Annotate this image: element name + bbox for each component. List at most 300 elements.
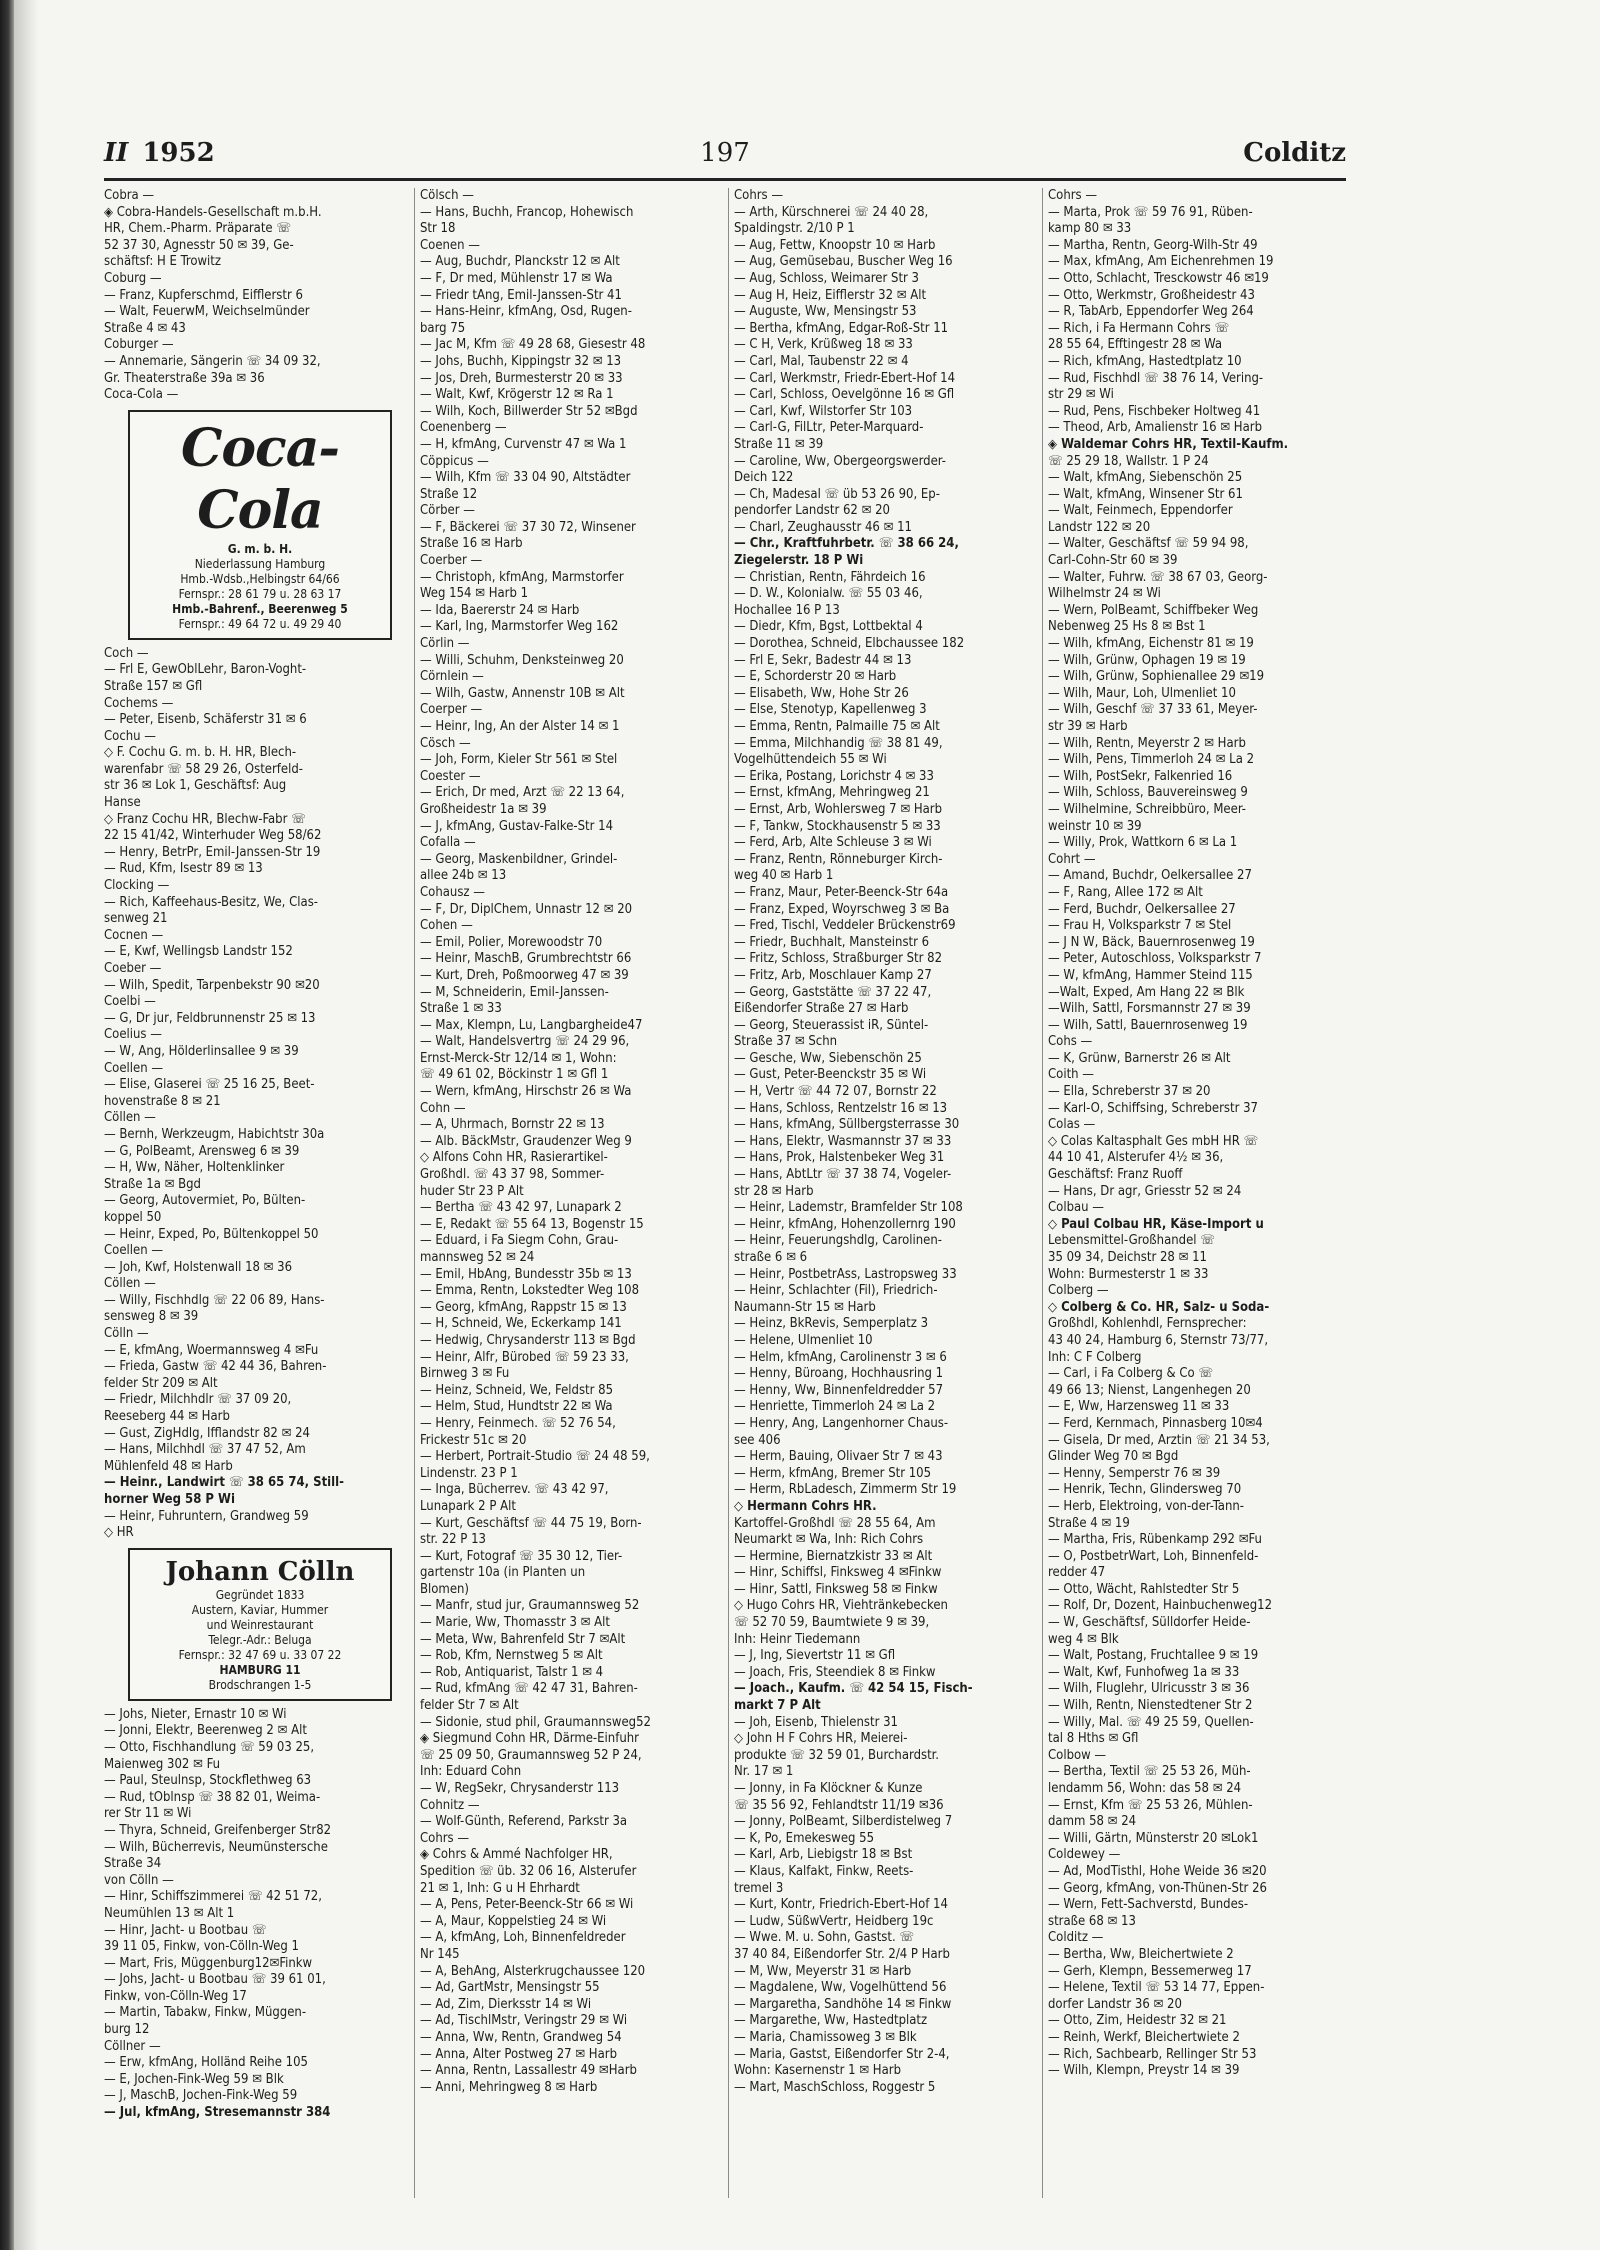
directory-entry: gartenstr 10a (in Planten un [420,1565,586,1581]
directory-entry: — Maria, Gastst, Eißendorfer Str 2-4, [734,2046,950,2062]
directory-entry: — Peter, Autoschloss, Volksparkstr 7 [1048,951,1262,967]
directory-entry: — Gesche, Ww, Siebenschön 25 [734,1050,922,1066]
surname-heading: Coerper — [420,702,483,718]
surname-heading: Cohrs — [734,188,784,203]
directory-entry: — Bernh, Werkzeugm, Habichtstr 30a [104,1126,325,1142]
directory-entry: — Georg, kfmAng, von-Thünen-Str 26 [1048,1880,1267,1896]
directory-entry: Straße 11 ✉ 39 [734,436,824,452]
directory-entry: — Joh, Eisenb, Thielenstr 31 [734,1714,898,1730]
directory-entry: — Annemarie, Sängerin ☏ 34 09 32, [104,353,321,369]
surname-heading: Coca-Cola — [104,387,179,403]
directory-entry: — Ernst, Kfm ☏ 25 53 26, Mühlen- [1048,1797,1253,1813]
ad-text-line: Telegr.-Adr.: Beluga [208,1632,312,1647]
directory-entry: — Wilh, Maur, Loh, Ulmenliet 10 [1048,685,1236,701]
surname-heading: Coellen — [104,1060,164,1076]
directory-entry: — Rob, Kfm, Nernstweg 5 ✉ Alt [420,1648,603,1664]
directory-entry: — Gisela, Dr med, Ärztin ☏ 21 34 53, [1048,1432,1270,1448]
surname-heading: Cösch — [420,735,471,751]
directory-entry: — A, Maur, Koppelstieg 24 ✉ Wi [420,1913,607,1929]
directory-entry: — Frl E, Sekr, Badestr 44 ✉ 13 [734,652,912,668]
directory-entry: Naumann-Str 15 ✉ Harb [734,1299,876,1315]
directory-entry: — Friedr, Milchhdlr ☏ 37 09 20, [104,1392,292,1408]
directory-entry: — Aug, Buchdr, Planckstr 12 ✉ Alt [420,254,620,270]
column-2 [420,188,722,2198]
directory-entry: — Chr., Kraftfuhrbetr. ☏ 38 66 24, [734,536,959,552]
directory-entry: — Heinr, PostbetrAss, Lastropsweg 33 [734,1266,957,1282]
surname-heading: Coerber — [420,553,483,569]
directory-entry: — Wilh, Grünw, Ophagen 19 ✉ 19 [1048,652,1246,668]
surname-heading: Coldewey — [1048,1847,1121,1863]
directory-entry: — Anni, Mehringweg 8 ✉ Harb [420,2079,598,2095]
directory-entry: — Frau H, Volksparkstr 7 ✉ Stel [1048,918,1232,934]
directory-entry: — Anna, Rentn, Lassallestr 49 ✉Harb [420,2063,637,2079]
directory-entry: — Wilh, Kfm ☏ 33 04 90, Altstädter [420,470,631,486]
directory-entry: — Georg, Autovermiet, Po, Bülten- [104,1193,306,1209]
directory-entry: hovenstraße 8 ✉ 21 [104,1093,221,1109]
directory-entry: — Inga, Bücherrev. ☏ 43 42 97, [420,1482,609,1498]
directory-entry: Hanse [104,795,141,811]
directory-entry: — Christoph, kfmAng, Marmstorfer [420,569,624,585]
directory-entry: — Emil, Polier, Morewoodstr 70 [420,934,603,950]
directory-entry: — G, PolBeamt, Arensweg 6 ✉ 39 [104,1143,300,1159]
header-place: Colditz [1243,138,1346,168]
directory-entry: — Gust, Peter-Beenckstr 35 ✉ Wi [734,1067,927,1083]
directory-entry: tal 8 Hths ✉ Gfl [1048,1731,1139,1747]
directory-entry: — Wolf-Günth, Referend, Parkstr 3a [420,1814,628,1830]
directory-entry: — Herbert, Portrait-Studio ☏ 24 48 59, [420,1449,650,1465]
directory-entry: — Walter, Fuhrw. ☏ 38 67 03, Georg- [1048,569,1268,585]
directory-entry: — Hedwig, Chrysanderstr 113 ✉ Bgd [420,1332,636,1348]
directory-entry: damm 58 ✉ 24 [1048,1814,1137,1830]
directory-entry: — Henny, Ww, Binnenfeldredder 57 [734,1382,944,1398]
directory-entry: — Else, Stenotyp, Kapellenweg 3 [734,702,927,718]
ad-marker: ◇ HR [104,1525,134,1541]
directory-entry: — Arth, Kürschnerei ☏ 24 40 28, [734,204,929,220]
directory-entry: sensweg 8 ✉ 39 [104,1309,199,1325]
directory-entry: — Wilh, Koch, Billwerder Str 52 ✉Bgd [420,403,638,419]
directory-entry: — Jos, Dreh, Burmesterstr 20 ✉ 33 [420,370,623,386]
directory-entry: see 406 [734,1432,781,1448]
directory-entry: — Heinz, BkRevis, Semperplatz 3 [734,1316,929,1332]
ad-text-line: HAMBURG 11 [219,1662,301,1677]
directory-entry: — Klaus, Kalfakt, Finkw, Reets- [734,1863,914,1879]
directory-entry: — J, kfmAng, Gustav-Falke-Str 14 [420,818,614,834]
directory-entry: Nr. 17 ✉ 1 [734,1764,794,1780]
surname-heading: Coch — [104,645,149,661]
directory-entry: — Maria, Chamissoweg 3 ✉ Blk [734,2029,917,2045]
directory-entry: — H, kfmAng, Curvenstr 47 ✉ Wa 1 [420,436,627,452]
directory-entry: 21 ✉ 1, Inh: G u H Ehrhardt [420,1880,580,1896]
directory-entry: — Walt, Feinmech, Eppendorfer [1048,503,1233,519]
directory-entry: — H, Schneid, We, Eckerkamp 141 [420,1316,622,1332]
directory-entry: — Wilh, Pens, Timmerloh 24 ✉ La 2 [1048,752,1255,768]
directory-entry: — Thyra, Schneid, Greifenberger Str82 [104,1822,332,1838]
directory-entry: Wohn: Kasernenstr 1 ✉ Harb [734,2063,902,2079]
directory-entry: — Elisabeth, Ww, Hohe Str 26 [734,685,909,701]
directory-entry: Weg 154 ✉ Harb 1 [420,586,529,602]
directory-entry: — Wilh, Spedit, Tarpenbekstr 90 ✉20 [104,977,320,993]
directory-entry: Glinder Weg 70 ✉ Bgd [1048,1449,1179,1465]
directory-entry: ◈ Siegmund Cohn HR, Därme-Einfuhr [420,1731,639,1747]
directory-entry: — Otto, Schlacht, Tresckowstr 46 ✉19 [1048,270,1269,286]
surname-heading: Cocnen — [104,927,164,943]
ad-text-line: Fernspr.: 32 47 69 u. 33 07 22 [178,1647,342,1662]
directory-entry: Wilhelmstr 24 ✉ Wi [1048,586,1161,602]
ad-firm-name: Johann Cölln [165,1556,355,1587]
surname-heading: Cölsch — [420,188,474,203]
ad-text-line: Niederlassung Hamburg [194,556,326,571]
directory-entry: — W, RegSekr, Chrysanderstr 113 [420,1781,620,1796]
directory-entry: — Wwe. M. u. Sohn, Gastst. ☏ [734,1930,915,1946]
directory-entry: Straße 1a ✉ Bgd [104,1176,201,1192]
ad-text-line: Hmb.-Bahrenf., Beerenweg 5 [172,601,348,616]
directory-entry: — Heinr, Alfr, Bürobed ☏ 59 23 33, [420,1349,629,1365]
directory-entry: — Georg, Steuerassist iR, Süntel- [734,1017,929,1033]
surname-heading: Coith — [1048,1067,1094,1083]
directory-entry: — Anna, Alter Postweg 27 ✉ Harb [420,2046,618,2062]
directory-entry: — F, Dr med, Mühlenstr 17 ✉ Wa [420,270,613,286]
book-binding [0,0,14,2250]
surname-heading: Colditz — [1048,1930,1104,1946]
directory-entry: — D. W., Kolonialw. ☏ 55 03 46, [734,586,923,602]
directory-entry: — Rich, Kaffeehaus-Besitz, We, Clas- [104,894,319,910]
directory-entry: Ziegelerstr. 18 P Wi [734,553,864,569]
directory-entry: — Auguste, Ww, Mensingstr 53 [734,304,917,320]
directory-entry: — Wern, kfmAng, Hirschstr 26 ✉ Wa [420,1084,632,1100]
directory-entry: 22 15 41/42, Winterhuder Weg 58/62 [104,828,322,844]
directory-entry: — Herm, kfmAng, Bremer Str 105 [734,1465,932,1481]
directory-entry: — Caroline, Ww, Obergeorgswerder- [734,453,946,469]
surname-heading: Cohnitz — [420,1797,480,1813]
directory-entry: — Carl, Mal, Taubenstr 22 ✉ 4 [734,353,909,369]
directory-entry: — A, BehAng, Alsterkrugchaussee 120 [420,1963,646,1979]
directory-entry: redder 47 [1048,1565,1106,1581]
directory-entry: — Dorothea, Schneid, Elbchaussee 182 [734,636,965,652]
directory-entry: rer Str 11 ✉ Wi [104,1806,192,1822]
directory-entry: — Marta, Prok ☏ 59 76 91, Rüben- [1048,204,1253,220]
directory-entry: — Herm, RbLadesch, Zimmerm Str 19 [734,1482,957,1498]
directory-entry: 35 09 34, Deichstr 28 ✉ 11 [1048,1250,1207,1265]
surname-heading: Cohn — [420,1100,466,1116]
directory-entry: Deich 122 [734,470,794,486]
directory-entry: Großhdl, Kohlenhdl, Fernsprecher: [1048,1316,1247,1332]
directory-entry: straße 68 ✉ 13 [1048,1913,1136,1929]
directory-entry: — Hans, Dr agr, Griesstr 52 ✉ 24 [1048,1183,1242,1199]
directory-entry: — Heinr, Feuerungshdlg, Carolinen- [734,1233,942,1249]
directory-entry: — Wilh, Sattl, Bauernrosenweg 19 [1048,1017,1248,1033]
directory-entry: — Meta, Ww, Bahrenfeld Str 7 ✉Alt [420,1631,626,1647]
directory-entry: — Fritz, Schloss, Straßburger Str 82 [734,951,943,967]
column-3 [734,188,1036,2198]
directory-entry: — E, Schorderstr 20 ✉ Harb [734,669,897,685]
surname-heading: Cöllen — [104,1276,156,1292]
directory-entry: — W, Ang, Hölderlinsallee 9 ✉ 39 [104,1043,299,1059]
coca-cola-logo: Coca-Cola [180,417,339,541]
directory-entry: Blomen) [420,1581,469,1597]
directory-entry: — Heinr, Lademstr, Bramfelder Str 108 [734,1200,963,1216]
surname-heading: Coelbi — [104,994,156,1010]
directory-entry: — Carl, Werkmstr, Friedr-Ebert-Hof 14 [734,370,956,386]
directory-entry: — Hermine, Biernatzkistr 33 ✉ Alt [734,1548,933,1564]
surname-heading: Cochems — [104,695,174,711]
directory-entry: ◈ Cohrs & Ammé Nachfolger HR, [420,1847,613,1863]
directory-entry: — Margarethe, Ww, Hastedtplatz [734,2013,928,2029]
ad-text-line: Fernspr.: 49 64 72 u. 49 29 40 [178,616,342,631]
directory-entry: Str 18 [420,221,456,237]
directory-entry: — Ferd, Kernmach, Pinnasberg 10✉4 [1048,1415,1263,1431]
directory-entry: — J, MaschB, Jochen-Fink-Weg 59 [104,2088,298,2104]
directory-entry: — Herm, Bauing, Olivaer Str 7 ✉ 43 [734,1449,943,1465]
directory-entry: — Hans, Prok, Halstenbeker Weg 31 [734,1150,945,1166]
directory-entry: Neumarkt ✉ Wa, Inh: Rich Cohrs [734,1532,924,1548]
ad-text-line: Brodschrangen 1-5 [208,1677,312,1692]
directory-entry: — Hans, Schloss, Rentzelstr 16 ✉ 13 [734,1100,948,1116]
surname-heading: Cohs — [1048,1034,1093,1050]
directory-entry: — Heinr., Landwirt ☏ 38 65 74, Still- [104,1475,345,1491]
directory-entry: — Johs, Buchh, Kippingstr 32 ✉ 13 [420,353,622,369]
directory-entry: huder Str 23 P Alt [420,1183,524,1199]
directory-entry: — Emma, Rentn, Lokstedter Weg 108 [420,1283,640,1299]
directory-entry: — Hans, kfmAng, Süllbergsterrasse 30 [734,1117,960,1133]
directory-entry: — W, kfmAng, Hammer Steind 115 [1048,967,1253,983]
directory-entry: — F, Bäckerei ☏ 37 30 72, Winsener [420,519,636,535]
directory-entry: Spaldingstr. 2/10 P 1 [734,221,855,237]
directory-entry: — Jonny, in Fa Klöckner & Kunze [734,1781,923,1796]
directory-entry: ◇ Paul Colbau HR, Käse-Import u [1048,1216,1264,1232]
directory-entry: — Franz, Rentn, Rönneburger Kirch- [734,851,943,867]
directory-entry: ☏ 25 09 50, Graumannsweg 52 P 24, [420,1747,642,1763]
directory-entry: — Franz, Kupferschmd, Eifflerstr 6 [104,287,303,303]
directory-entry: — Kurt, Geschäftsf ☏ 44 75 19, Born- [420,1515,642,1531]
surname-heading: Coburger — [104,337,174,353]
surname-heading: von Cölln — [104,1872,174,1888]
surname-heading: Cohrs — [1048,188,1098,203]
directory-entry: ◈ Cobra-Handels-Gesellschaft m.b.H. [104,204,322,220]
directory-entry: — O, PostbetrWart, Loh, Binnenfeld- [1048,1548,1259,1564]
directory-entry: Eißendorfer Straße 27 ✉ Harb [734,1001,909,1017]
directory-entry: — Otto, Zim, Heidestr 32 ✉ 21 [1048,2013,1227,2029]
directory-entry: — J N W, Bäck, Bauernrosenweg 19 [1048,934,1255,950]
directory-entry: — Henny, Semperstr 76 ✉ 39 [1048,1465,1221,1481]
directory-entry: ◇ Hugo Cohrs HR, Viehtränkebecken [734,1598,948,1614]
surname-heading: Cohrt — [1048,851,1096,867]
directory-entry: Gr. Theaterstraße 39a ✉ 36 [104,370,265,386]
directory-entry: — Ad, GartMstr, Mensingstr 55 [420,1980,600,1996]
directory-entry: Reeseberg 44 ✉ Harb [104,1409,230,1425]
directory-entry: warenfabr ☏ 58 29 26, Osterfeld- [104,761,304,777]
directory-entry: burg 12 [104,2022,150,2038]
directory-entry: str. 22 P 13 [420,1532,486,1548]
directory-entry: — Gust, ZigHdlg, Ifflandstr 82 ✉ 24 [104,1425,310,1441]
directory-entry: ☏ 25 29 18, Wallstr. 1 P 24 [1048,453,1209,469]
directory-entry: — Georg, Maskenbildner, Grindel- [420,851,618,867]
directory-entry: — Max, kfmAng, Am Eichenrehmen 19 [1048,254,1274,270]
directory-entry: — Otto, Wächt, Rahlstedter Str 5 [1048,1581,1240,1597]
directory-entry: — Reinh, Werkf, Bleichertwiete 2 [1048,2029,1240,2045]
directory-entry: — Friedr tAng, Emil-Janssen-Str 41 [420,287,622,303]
directory-entry: — Martha, Rentn, Georg-Wilh-Str 49 [1048,237,1258,253]
directory-entry: — Ch, Madesal ☏ üb 53 26 90, Ep- [734,486,940,502]
surname-heading: Cöllner — [104,2038,161,2054]
directory-entry: — Ida, Baererstr 24 ✉ Harb [420,602,580,618]
directory-entry: — M, Ww, Meyerstr 31 ✉ Harb [734,1963,912,1979]
directory-entry: — Carl, Schloss, Oevelgönne 16 ✉ Gfl [734,387,955,403]
directory-entry: — Helene, Textil ☏ 53 14 77, Eppen- [1048,1980,1265,1996]
directory-entry: — Georg, Gaststätte ☏ 37 22 47, [734,984,932,1000]
directory-entry: — Hans, Milchhdl ☏ 37 47 52, Am [104,1442,306,1458]
directory-entry: horner Weg 58 P Wi [104,1492,235,1507]
directory-entry: kamp 80 ✉ 33 [1048,221,1132,237]
johann-coelln-advertisement [128,1548,392,1701]
directory-entry: — Elise, Glaserei ☏ 25 16 25, Beet- [104,1077,315,1093]
directory-entry: — Walt, Postang, Fruchtallee 9 ✉ 19 [1048,1648,1259,1664]
column-divider [414,188,415,2198]
directory-entry: — R, TabArb, Eppendorfer Weg 264 [1048,304,1254,320]
directory-entry: — Karl-O, Schiffsing, Schreberstr 37 [1048,1100,1258,1116]
directory-entry: — Wilh, Fluglehr, Ulricusstr 3 ✉ 36 [1048,1681,1250,1697]
directory-entry: Landstr 122 ✉ 20 [1048,519,1151,535]
directory-entry: — Jonni, Elektr, Beerenweg 2 ✉ Alt [104,1723,307,1739]
directory-entry: — Otto, Fischhandlung ☏ 59 03 25, [104,1739,315,1755]
directory-entry: — Peter, Eisenb, Schäferstr 31 ✉ 6 [104,712,307,728]
directory-entry: ◇ John H F Cohrs HR, Meierei- [734,1731,908,1747]
directory-entry: — Ad, TischlMstr, Veringstr 29 ✉ Wi [420,2013,628,2029]
ad-text-line: Hmb.-Wdsb.,Helbingstr 64/66 [180,571,340,586]
directory-entry: — Ferd, Arb, Alte Schleuse 3 ✉ Wi [734,835,932,851]
surname-heading: Coellen — [104,1243,164,1259]
directory-entry: — Rud, tOblnsp ☏ 38 82 01, Weima- [104,1789,321,1805]
directory-entry: — Kurt, Fotograf ☏ 35 30 12, Tier- [420,1548,623,1564]
directory-entry: — H, Ww, Näher, Holtenklinker [104,1160,285,1176]
directory-entry: — Jonny, PolBeamt, Silberdistelweg 7 [734,1814,953,1830]
directory-entry: 52 37 30, Agnesstr 50 ✉ 39, Ge- [104,237,294,253]
header-rule [104,178,1346,181]
running-header [104,132,1346,176]
directory-entry: — Bertha, Ww, Bleichertwiete 2 [1048,1946,1234,1962]
directory-entry: — E, Ww, Harzensweg 11 ✉ 33 [1048,1399,1230,1415]
directory-entry: — Hans, Elektr, Wasmannstr 37 ✉ 33 [734,1133,952,1149]
directory-entry: Großhdl. ☏ 43 37 98, Sommer- [420,1167,605,1183]
surname-heading: Cöllen — [104,1110,156,1126]
directory-entry: — Paul, Steulnsp, Stockflethweg 63 [104,1773,312,1789]
directory-entry: weg 4 ✉ Blk [1048,1631,1119,1647]
directory-entry: dorfer Landstr 36 ✉ 20 [1048,1996,1182,2012]
directory-entry: — Bertha ☏ 43 42 97, Lunapark 2 [420,1200,622,1216]
directory-entry: — K, Po, Emekesweg 55 [734,1830,875,1846]
directory-entry: Vogelhüttendeich 55 ✉ Wi [734,752,887,768]
directory-entry: — Heinr, Fuhruntern, Grandweg 59 [104,1508,309,1524]
directory-entry: ◇ Franz Cochu HR, Blechw-Fabr ☏ [104,811,306,827]
directory-entry: Inh: C F Colberg [1048,1349,1142,1365]
directory-entry: — M, Schneiderin, Emil-Janssen- [420,984,609,1000]
directory-entry: Straße 37 ✉ Schn [734,1034,838,1050]
directory-entry: Inh: Heinr Tiedemann [734,1631,861,1647]
directory-entry: — Hans-Heinr, kfmAng, Osd, Rugen- [420,304,632,320]
page-number: 197 [700,138,750,168]
directory-entry: — Walt, Kwf, Krögerstr 12 ✉ Ra 1 [420,387,614,403]
directory-entry: — Heinr, kfmAng, Hohenzollernrg 190 [734,1216,956,1232]
directory-entry: — Henry, BetrPr, Emil-Janssen-Str 19 [104,844,321,860]
directory-entry: — Marie, Ww, Thomasstr 3 ✉ Alt [420,1615,610,1631]
surname-heading: Cörber — [420,503,475,519]
directory-entry: — Charl, Zeughausstr 46 ✉ 11 [734,519,912,535]
columns [104,188,1346,2208]
directory-entry: — Emma, Rentn, Palmaille 75 ✉ Alt [734,719,940,734]
directory-entry: markt 7 P Alt [734,1698,821,1714]
directory-entry: Mühlenfeld 48 ✉ Harb [104,1458,233,1474]
directory-entry: — Christian, Rentn, Fährdeich 16 [734,569,926,585]
directory-entry: — Henry, Feinmech. ☏ 52 76 54, [420,1415,616,1431]
surname-heading: Coelius — [104,1027,162,1043]
directory-entry: — E, Kwf, Wellingsb Landstr 152 [104,944,293,960]
directory-entry: Lebensmittel-Großhandel ☏ [1048,1233,1215,1249]
directory-entry: Straße 12 [420,486,478,502]
directory-entry: — Theod, Arb, Amalienstr 16 ✉ Harb [1048,420,1262,436]
directory-entry: — Joach., Kaufm. ☏ 42 54 15, Fisch- [734,1681,973,1697]
directory-entry: — Martin, Tabakw, Finkw, Müggen- [104,2005,307,2021]
directory-entry: — Heinr, MaschB, Grumbrechtstr 66 [420,951,632,967]
surname-heading: Cöppicus — [420,453,489,469]
directory-entry: — Ernst, Arb, Wohlersweg 7 ✉ Harb [734,801,943,817]
directory-entry: — Rud, Fischhdl ☏ 38 76 14, Vering- [1048,370,1264,386]
directory-entry: — Wilh, Rentn, Meyerstr 2 ✉ Harb [1048,735,1246,751]
surname-heading: Colberg — [1048,1283,1109,1299]
surname-heading: Cobra — [104,188,155,203]
directory-entry: — Magdalene, Ww, Vogelhüttend 56 [734,1980,947,1996]
surname-heading: Colbau — [1048,1200,1104,1216]
surname-heading: Coenen — [420,237,480,253]
directory-entry: — Franz, Maur, Peter-Beenck-Str 64a [734,884,949,900]
directory-entry: — Amand, Buchdr, Oelkersallee 27 [1048,868,1252,884]
surname-heading: Cohrs — [420,1830,470,1846]
directory-entry: — Heinz, Schneid, We, Feldstr 85 [420,1382,614,1398]
directory-entry: — Wilh, Gastw, Annenstr 10B ✉ Alt [420,685,625,701]
directory-entry: — Walt, kfmAng, Winsener Str 61 [1048,486,1243,502]
column-4 [1048,188,1350,2198]
directory-entry: Neumühlen 13 ✉ Alt 1 [104,1905,235,1921]
directory-entry: Carl-Cohn-Str 60 ✉ 39 [1048,553,1178,569]
directory-entry: — Emil, HbAng, Bundesstr 35b ✉ 13 [420,1266,632,1282]
directory-entry: pendorfer Landstr 62 ✉ 20 [734,503,890,519]
directory-entry: — Otto, Werkmstr, Großheidestr 43 [1048,287,1255,303]
directory-entry: — F, Tankw, Stockhausenstr 5 ✉ 33 [734,818,941,834]
directory-entry: — Walt, FeuerwM, Weichselmünder [104,304,310,320]
directory-entry: lendamm 56, Wohn: das 58 ✉ 24 [1048,1781,1242,1796]
surname-heading: Colas — [1048,1117,1096,1133]
directory-entry: — F, Dr, DiplChem, Unnastr 12 ✉ 20 [420,901,633,917]
directory-entry: — Walter, Geschäftsf ☏ 59 94 98, [1048,536,1249,552]
directory-entry: Geschäftsf: Franz Ruoff [1048,1167,1183,1183]
directory-entry: — Carl, i Fa Colberg & Co ☏ [1048,1366,1214,1382]
directory-entry: — Hinr, Schiffszimmerei ☏ 42 51 72, [104,1889,322,1905]
directory-entry: ◈ Waldemar Cohrs HR, Textil-Kaufm. [1048,436,1289,452]
directory-entry: — Gerh, Klempn, Bessemerweg 17 [1048,1963,1252,1979]
directory-entry: — Aug, Schloss, Weimarer Str 3 [734,270,919,286]
directory-entry: — H, Vertr ☏ 44 72 07, Bornstr 22 [734,1084,937,1100]
directory-entry: — Franz, Exped, Woyrschweg 3 ✉ Ba [734,901,950,917]
directory-entry: — Mart, Fris, Müggenburg12✉Finkw [104,1955,313,1971]
directory-entry: — Wilh, kfmAng, Eichenstr 81 ✉ 19 [1048,636,1254,652]
header-volume: II [104,138,129,168]
directory-entry: — Erika, Postang, Lorichstr 4 ✉ 33 [734,768,934,784]
directory-entry: Lunapark 2 P Alt [420,1498,516,1514]
directory-entry: — Alb. BäckMstr, Graudenzer Weg 9 [420,1133,632,1149]
directory-entry: — A, Pens, Peter-Beenck-Str 66 ✉ Wi [420,1897,634,1913]
directory-entry: senweg 21 [104,911,168,927]
directory-entry: — Henry, Ang, Langenhorner Chaus- [734,1415,949,1431]
directory-entry: — Jul, kfmAng, Stresemannstr 384 [104,2105,331,2121]
directory-entry: — Ernst, kfmAng, Mehringweg 21 [734,785,930,801]
